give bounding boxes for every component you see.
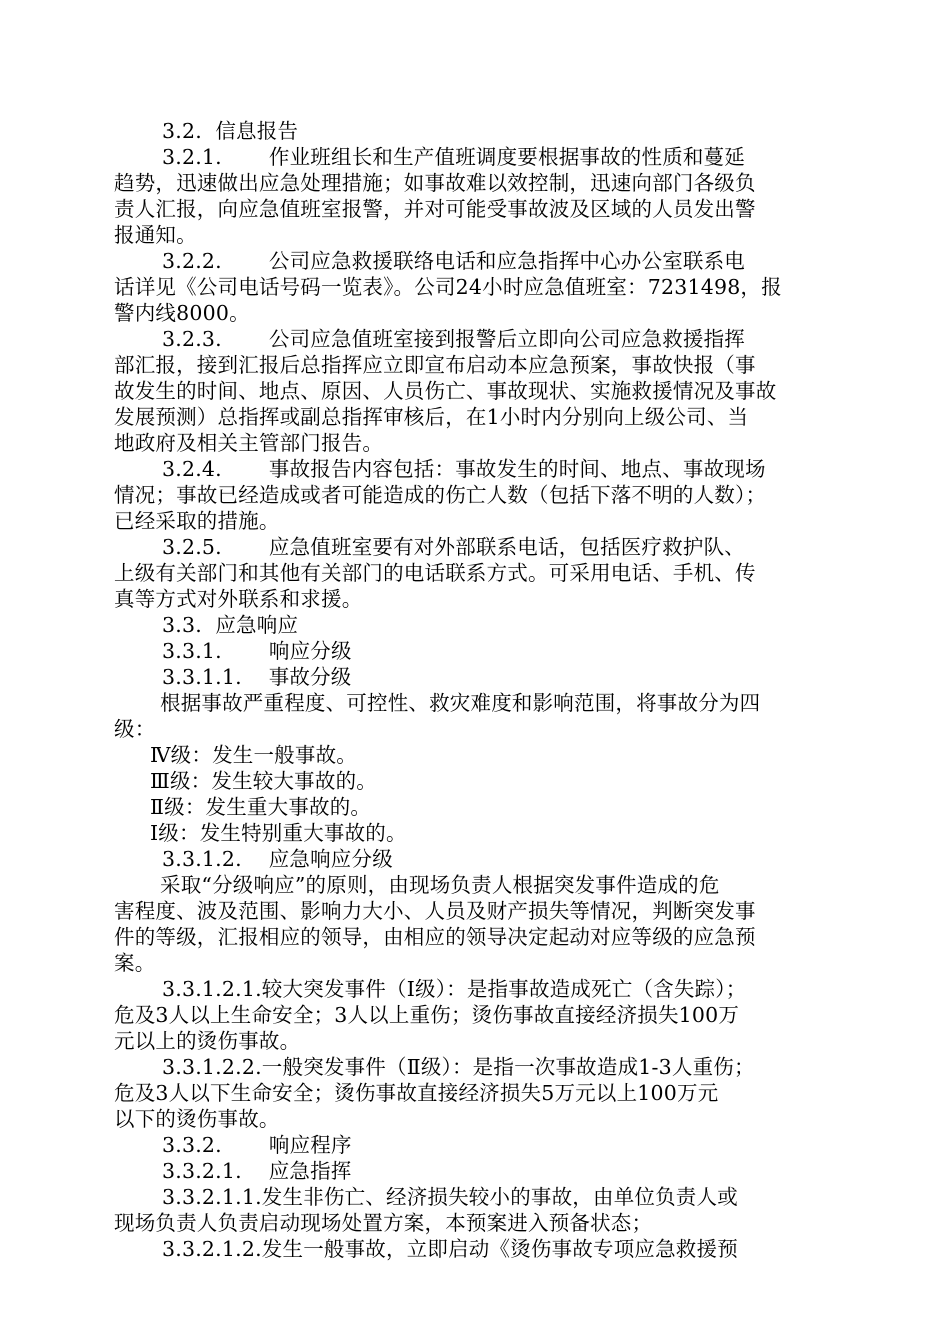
paragraph-3-3-2-1-2-line: 3.3.2.1.2.发生一般事故，立即启动《烫伤事故专项应急救援预 bbox=[162, 1237, 738, 1261]
heading-3-3-2-1: 3.3.2.1. 应急指挥 bbox=[162, 1159, 352, 1183]
paragraph-3-2-4-line: 3.2.4. 事故报告内容包括：事故发生的时间、地点、事故现场 bbox=[162, 457, 766, 481]
heading-3-3-1: 3.3.1. 响应分级 bbox=[162, 639, 352, 663]
paragraph-3-3-1-2-1-line: 元以上的烫伤事故。 bbox=[114, 1029, 301, 1053]
paragraph-3-2-3-line: 故发生的时间、地点、原因、人员伤亡、事故现状、实施救援情况及事故 bbox=[114, 379, 777, 403]
paragraph-3-2-5-line: 上级有关部门和其他有关部门的电话联系方式。可采用电话、手机、传 bbox=[114, 561, 756, 585]
paragraph-3-2-2-line: 3.2.2. 公司应急救援联络电话和应急指挥中心办公室联系电 bbox=[162, 249, 745, 273]
paragraph-3-2-2-line: 话详见《公司电话号码一览表》。公司24小时应急值班室：7231498，报 bbox=[114, 275, 782, 299]
heading-3-3-2: 3.3.2. 响应程序 bbox=[162, 1133, 352, 1157]
paragraph-classification-line: 根据事故严重程度、可控性、救灾难度和影响范围，将事故分为四 bbox=[160, 691, 761, 715]
paragraph-3-2-1-line: 报通知。 bbox=[114, 223, 197, 247]
level-iv-item: Ⅳ级：发生一般事故。 bbox=[150, 743, 357, 767]
paragraph-3-2-1-line: 3.2.1. 作业班组长和生产值班调度要根据事故的性质和蔓延 bbox=[162, 145, 745, 169]
paragraph-3-3-1-2-1-line: 危及3人以上生命安全；3人以上重伤；烫伤事故直接经济损失100万 bbox=[114, 1003, 740, 1027]
paragraph-3-3-2-1-1-line: 3.3.2.1.1.发生非伤亡、经济损失较小的事故，由单位负责人或 bbox=[162, 1185, 738, 1209]
paragraph-3-2-5-line: 3.2.5. 应急值班室要有对外部联系电话，包括医疗救护队、 bbox=[162, 535, 745, 559]
paragraph-3-2-3-line: 地政府及相关主管部门报告。 bbox=[114, 431, 384, 455]
paragraph-3-2-3-line: 发展预测）总指挥或副总指挥审核后，在1小时内分别向上级公司、当 bbox=[114, 405, 749, 429]
document-page bbox=[114, 118, 836, 1262]
paragraph-3-2-4-line: 已经采取的措施。 bbox=[114, 509, 280, 533]
paragraph-response-line: 采取“分级响应”的原则，由现场负责人根据突发事件造成的危 bbox=[160, 873, 720, 897]
paragraph-3-3-1-2-2-line: 危及3人以下生命安全；烫伤事故直接经济损失5万元以上100万元 bbox=[114, 1081, 719, 1105]
heading-3-2: 3.2. 信息报告 bbox=[162, 119, 299, 143]
paragraph-3-3-1-2-2-line: 以下的烫伤事故。 bbox=[114, 1107, 280, 1131]
paragraph-3-2-1-line: 趋势，迅速做出应急处理措施；如事故难以效控制，迅速向部门各级负 bbox=[114, 171, 756, 195]
level-i-item: Ⅰ级：发生特别重大事故的。 bbox=[150, 821, 407, 845]
level-iii-item: Ⅲ级：发生较大事故的。 bbox=[150, 769, 377, 793]
level-ii-item: Ⅱ级：发生重大事故的。 bbox=[150, 795, 372, 819]
heading-3-3: 3.3. 应急响应 bbox=[162, 613, 299, 637]
heading-3-3-1-1: 3.3.1.1. 事故分级 bbox=[162, 665, 352, 689]
paragraph-3-3-1-2-1-line: 3.3.1.2.1.较大突发事件（Ⅰ级）：是指事故造成死亡（含失踪）； bbox=[162, 977, 747, 1001]
paragraph-3-2-4-line: 情况；事故已经造成或者可能造成的伤亡人数（包括下落不明的人数）； bbox=[114, 483, 767, 507]
paragraph-3-2-3-line: 部汇报，接到汇报后总指挥应立即宣布启动本应急预案，事故快报（事 bbox=[114, 353, 756, 377]
paragraph-classification-line: 级： bbox=[114, 717, 156, 741]
paragraph-3-2-1-line: 责人汇报，向应急值班室报警，并对可能受事故波及区域的人员发出警 bbox=[114, 197, 756, 221]
paragraph-response-line: 件的等级，汇报相应的领导，由相应的领导决定起动对应等级的应急预 bbox=[114, 925, 756, 949]
paragraph-3-3-1-2-2-line: 3.3.1.2.2.一般突发事件（Ⅱ级）：是指一次事故造成1-3人重伤； bbox=[162, 1055, 755, 1079]
paragraph-response-line: 害程度、波及范围、影响力大小、人员及财产损失等情况，判断突发事 bbox=[114, 899, 756, 923]
paragraph-response-line: 案。 bbox=[114, 951, 156, 975]
paragraph-3-2-2-line: 警内线8000。 bbox=[114, 301, 250, 325]
heading-3-3-1-2: 3.3.1.2. 应急响应分级 bbox=[162, 847, 393, 871]
paragraph-3-2-5-line: 真等方式对外联系和求援。 bbox=[114, 587, 363, 611]
paragraph-3-2-3-line: 3.2.3. 公司应急值班室接到报警后立即向公司应急救援指挥 bbox=[162, 327, 745, 351]
paragraph-3-3-2-1-1-line: 现场负责人负责启动现场处置方案，本预案进入预备状态； bbox=[114, 1211, 653, 1235]
